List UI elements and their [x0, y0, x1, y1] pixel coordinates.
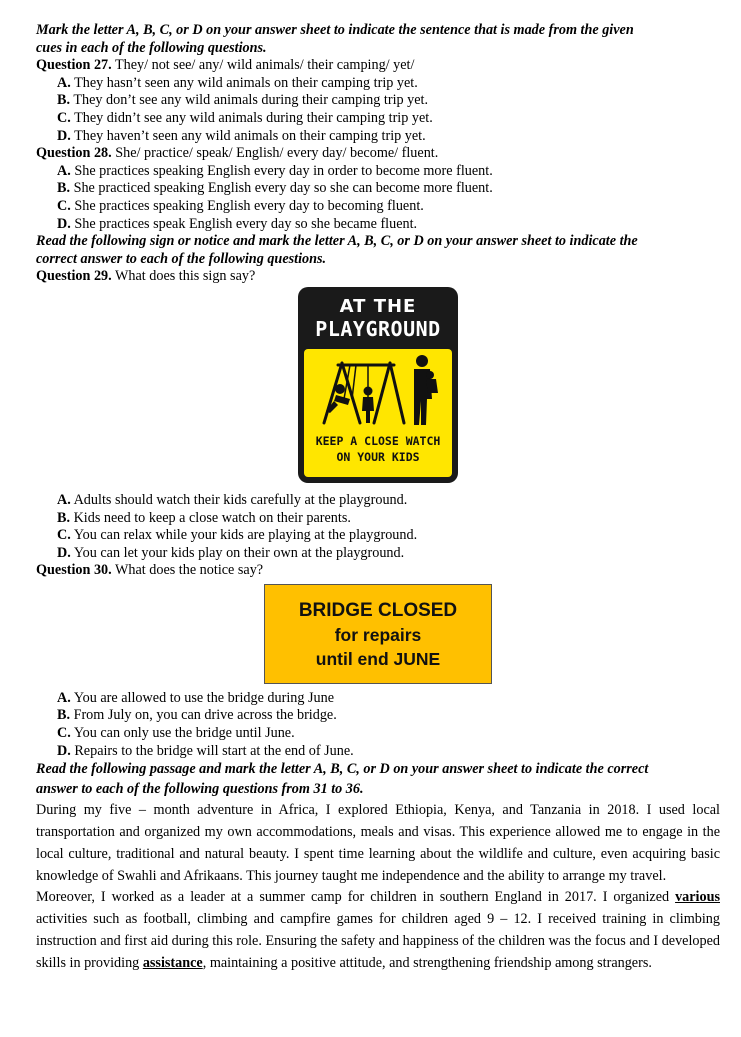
option-text: They hasn’t seen any wild animals on their camping trip yet. [74, 74, 418, 91]
passage-p2-part-1: Moreover, I worked as a leader at a summer camp for children in southern England in 2017. I organized [36, 889, 676, 906]
option-text: You can relax while your kids are playing at the playground. [73, 527, 418, 544]
q29-option-a[interactable] [36, 492, 720, 510]
option-text: They didn’t see any wild animals during their camping trip yet. [74, 109, 433, 126]
bridge-notice-line-2: for repairs [334, 624, 422, 645]
playground-sign-header [298, 287, 458, 353]
q27-option-d[interactable] [36, 128, 720, 146]
q28-option-a[interactable] [36, 163, 720, 181]
option-text: Adults should watch their kids carefully at the playground. [73, 491, 408, 508]
q29-option-c[interactable] [36, 527, 720, 545]
bridge-notice-line-1: BRIDGE CLOSED [298, 599, 458, 621]
option-text: She practices speak English every day so she became fluent. [74, 215, 418, 232]
q30-option-b[interactable] [36, 707, 720, 725]
q29-option-b[interactable] [36, 510, 720, 528]
question-28-label: Question 28. [36, 145, 112, 162]
q27-option-b[interactable] [36, 92, 720, 110]
option-text: Kids need to keep a close watch on their parents. [73, 509, 351, 526]
playground-sign [298, 287, 458, 483]
passage-p2-part-3: , maintaining a positive attitude, and strengthening friendship among strangers. [202, 954, 652, 971]
option-text: You can let your kids play on their own at the playground. [73, 544, 405, 561]
question-30-prompt: What does the notice say? [114, 562, 264, 579]
option-letter: C. [57, 197, 71, 214]
question-30 [36, 562, 720, 580]
underlined-word-various: various [675, 889, 720, 906]
q27-option-a[interactable] [36, 75, 720, 93]
question-29-label: Question 29. [36, 268, 112, 285]
bridge-notice-area [36, 580, 720, 690]
option-text: You can only use the bridge until June. [73, 725, 295, 742]
passage-paragraph-2 [36, 887, 720, 974]
question-27 [36, 57, 720, 75]
option-letter: B. [57, 180, 71, 197]
option-letter: C. [57, 725, 71, 742]
q30-option-d[interactable] [36, 743, 720, 761]
q30-option-c[interactable] [36, 725, 720, 743]
playground-sign-line-2: PLAYGROUND [315, 316, 441, 341]
bridge-notice-line-3: until end JUNE [315, 648, 441, 669]
option-letter: D. [57, 127, 71, 144]
q28-option-c[interactable] [36, 198, 720, 216]
question-27-prompt: They/ not see/ any/ wild animals/ their camping/ yet/ [114, 57, 415, 74]
option-text: Repairs to the bridge will start at the end of June. [74, 742, 354, 759]
option-text: You are allowed to use the bridge during June [73, 689, 335, 706]
question-27-label: Question 27. [36, 57, 112, 74]
section-1-instruction-line-1: Mark the letter A, B, C, or D on your answer sheet to indicate the sentence that is made from the given [36, 22, 634, 38]
option-letter: D. [57, 215, 71, 232]
option-letter: B. [57, 92, 71, 109]
playground-sign-area [36, 286, 720, 492]
playground-sign-line-4: ON YOUR KIDS [336, 449, 420, 464]
option-text: From July on, you can drive across the bridge. [73, 707, 337, 724]
playground-sign-line-1: AT THE [339, 295, 417, 317]
option-letter: A. [57, 689, 71, 706]
option-letter: A. [57, 491, 71, 508]
question-29 [36, 268, 720, 286]
passage-paragraph-1: During my five – month adventure in Africa, I explored Ethiopia, Kenya, and Tanzania in 2018. I used local transportation and organized my own accommodations, meals and visas. This experience allowed me to engage in the local culture, traditional and natural beauty. I spent time learning about the wildlife and culture, even acquiring basic knowledge of Swahli and Afrikaans. This journey taught me independence and the ability to arrange my travel. [36, 802, 720, 884]
option-letter: A. [57, 74, 71, 91]
option-letter: B. [57, 707, 71, 724]
option-letter: D. [57, 544, 71, 561]
option-letter: D. [57, 742, 71, 759]
q29-option-d[interactable] [36, 545, 720, 563]
section-3-instruction-line-2: answer to each of the following questions from 31 to 36. [36, 781, 364, 798]
q30-option-a[interactable] [36, 690, 720, 708]
section-3-instruction-line-1: Read the following passage and mark the letter A, B, C, or D on your answer sheet to indicate the correct [36, 761, 649, 778]
underlined-word-assistance: assistance [142, 954, 203, 971]
playground-sign-panel [304, 349, 452, 477]
playground-sign-line-3: KEEP A CLOSE WATCH [315, 433, 441, 448]
bridge-notice [264, 584, 492, 684]
playground-sign-message [304, 433, 452, 465]
question-29-prompt: What does this sign say? [114, 268, 256, 285]
option-text: She practices speaking English every day to becoming fluent. [74, 197, 424, 214]
option-text: They don’t see any wild animals during their camping trip yet. [73, 92, 429, 109]
option-letter: B. [57, 509, 71, 526]
worksheet-page [36, 22, 720, 975]
question-30-label: Question 30. [36, 562, 112, 579]
question-28 [36, 145, 720, 163]
option-text: She practices speaking English every day in order to become more fluent. [74, 162, 493, 179]
section-2-instruction-line-1: Read the following sign or notice and mark the letter A, B, C, or D on your answer sheet to indicate the [36, 233, 638, 250]
swing-family-pictogram-icon [304, 349, 452, 433]
option-letter: A. [57, 162, 71, 179]
q27-option-c[interactable] [36, 110, 720, 128]
option-letter: C. [57, 527, 71, 544]
option-text: She practiced speaking English every day so she can become more fluent. [73, 180, 493, 197]
section-1-instruction-line-2: cues in each of the following questions. [36, 39, 267, 56]
passage-p2-part-2: activities such as football, climbing and campfire games for children aged 9 – 12. I received training in climbing instruction and first aid during this role. Ensuring the safety and happiness of the children was the focus and I developed skills in providing [36, 911, 720, 971]
option-letter: C. [57, 109, 71, 126]
q28-option-b[interactable] [36, 180, 720, 198]
q28-option-d[interactable] [36, 216, 720, 234]
option-text: They haven’t seen any wild animals on their camping trip yet. [74, 127, 426, 144]
question-28-prompt: She/ practice/ speak/ English/ every day/ become/ fluent. [115, 145, 439, 162]
section-2-instruction-line-2: correct answer to each of the following questions. [36, 250, 327, 267]
